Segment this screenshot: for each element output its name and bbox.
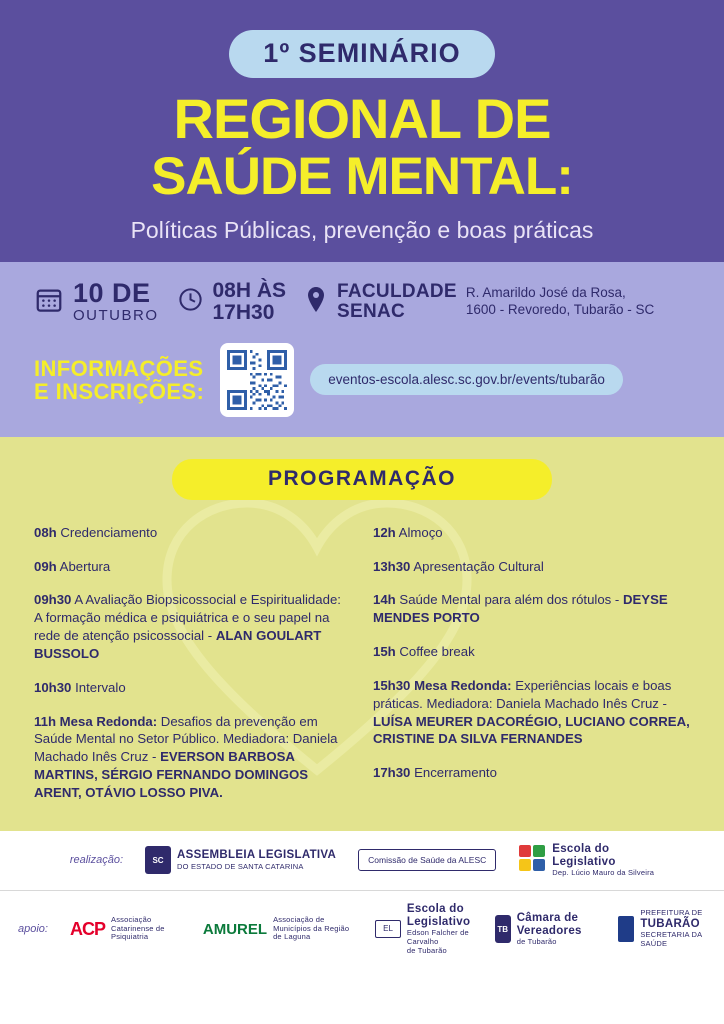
qr-code-image (227, 350, 287, 410)
program-item: 09h Abertura (34, 558, 111, 574)
apoio-label: apoio: (18, 923, 48, 936)
logo-escola-legislativo (518, 843, 654, 878)
acp-wordmark: ACP (69, 918, 105, 939)
location-pin-icon (304, 286, 328, 319)
event-date (34, 277, 159, 325)
title-line-1: REGIONAL DE (173, 87, 551, 150)
program-item: 14h Saúde Mental para além dos rótulos - DEYSE MENDES PORTO (373, 592, 668, 626)
event-date-text (73, 277, 159, 325)
calendar-icon (34, 285, 64, 320)
escola-tubarao-mark-icon: EL (375, 920, 401, 938)
venue-line-2: SENAC (337, 301, 406, 323)
time-line-2: 17H30 (212, 301, 275, 325)
event-time (177, 280, 287, 324)
registration-row (34, 343, 690, 417)
prefeitura-text: PREFEITURA DE TUBARÃO SECRETARIA DA SAÚDE (640, 908, 703, 948)
page-subtitle: Políticas Públicas, prevenção e boas práticas (130, 216, 594, 243)
registration-line-1: INFORMAÇÕES (34, 355, 204, 381)
program-item: 08h Credenciamento (34, 524, 158, 540)
date-month: OUTUBRO (73, 306, 159, 324)
event-venue (304, 282, 654, 322)
seminar-badge: 1º SEMINÁRIO (229, 30, 494, 78)
program-item: 10h30 Intervalo (34, 679, 126, 695)
logo-escola-legislativo-tubarao (375, 903, 473, 955)
poster-header (0, 0, 724, 262)
date-day: 10 DE (73, 277, 151, 308)
program-columns (0, 500, 724, 818)
program-item: 17h30 Encerramento (373, 765, 497, 781)
poster-footer (0, 831, 724, 967)
venue-address (466, 285, 654, 319)
footer-realizacao-row (0, 831, 724, 891)
amurel-wordmark: AMUREL (202, 920, 268, 938)
acp-sub: Associação Catarinense de Psiquiatria (111, 915, 165, 942)
logo-alesc (145, 846, 336, 874)
address-line-1: R. Amarildo José da Rosa, (465, 285, 626, 301)
escola-mark-icon (518, 844, 546, 877)
registration-label (34, 357, 204, 403)
camara-seal-icon: TB (495, 915, 511, 943)
clock-icon (177, 286, 204, 318)
event-time-text (213, 280, 287, 324)
realizacao-label: realização: (69, 854, 124, 867)
program-item: 09h30 A Avaliação Biopsicossocial e Espiritualidade: A formação médica e psiquiátrica e o seu papel na rede de atenção psicossocial - ALAN GOULART BUSSOLO (34, 592, 341, 661)
program-item: 15h Coffee break (373, 644, 475, 660)
program-column-left (34, 524, 351, 818)
alesc-seal-icon: SC (145, 846, 171, 874)
logo-acp (70, 916, 181, 942)
program-item: 15h30 Mesa Redonda: Experiências locais e boas práticas. Mediadora: Daniela Machado Inês Cruz - LUÍSA MEURER DACORÉGIO, LUCIANO CORREA, CRISTINE DA SILVA FERNANDES (373, 677, 690, 747)
prefeitura-mark-icon (618, 916, 634, 942)
registration-url[interactable]: eventos-escola.alesc.sc.gov.br/events/tubarão (310, 364, 623, 395)
title-line-2: SAÚDE MENTAL: (151, 146, 573, 206)
event-info-row (34, 277, 690, 325)
program-section (0, 437, 724, 831)
registration-line-2: E INSCRIÇÕES: (34, 378, 205, 404)
program-column-right (373, 524, 690, 818)
program-item: 12h Almoço (373, 524, 443, 540)
program-item: 11h Mesa Redonda: Desafios da prevenção em Saúde Mental no Setor Público. Mediadora: Daniela Machado Inês Cruz - EVERSON BARBOSA MARTINS, SÉRGIO FERNANDO DOMINGOS ARENT, OTÁVIO LOSSO PIVA. (34, 713, 338, 800)
logo-camara-vereadores (495, 912, 597, 947)
qr-code[interactable] (220, 343, 294, 417)
amurel-sub: Associação de Municípios da Região de Laguna (273, 915, 350, 942)
program-heading: PROGRAMAÇÃO (172, 459, 552, 500)
venue-line-1: FACULDADE (337, 281, 457, 303)
camara-text: Câmara de Vereadores de Tubarão (516, 911, 582, 946)
address-line-2: 1600 - Revoredo, Tubarão - SC (465, 302, 655, 318)
logo-prefeitura-tubarao (618, 909, 706, 948)
escola-text: Escola do Legislativo Dep. Lúcio Mauro da Silveira (552, 842, 655, 878)
footer-apoio-row (0, 891, 724, 967)
alesc-text: ASSEMBLEIA LEGISLATIVA DO ESTADO DE SANTA CATARINA (177, 849, 337, 871)
venue-name (337, 282, 457, 322)
program-item: 13h30 Apresentação Cultural (373, 558, 544, 574)
page-title (0, 87, 724, 206)
logo-comissao-saude: Comissão de Saúde da ALESC (358, 849, 496, 871)
escola-tubarao-text: Escola do Legislativo Edson Falcher de Carvalho de Tubarão (406, 902, 471, 955)
event-info-band (0, 262, 724, 437)
time-line-1: 08H ÀS (212, 279, 287, 303)
logo-amurel (203, 916, 353, 942)
